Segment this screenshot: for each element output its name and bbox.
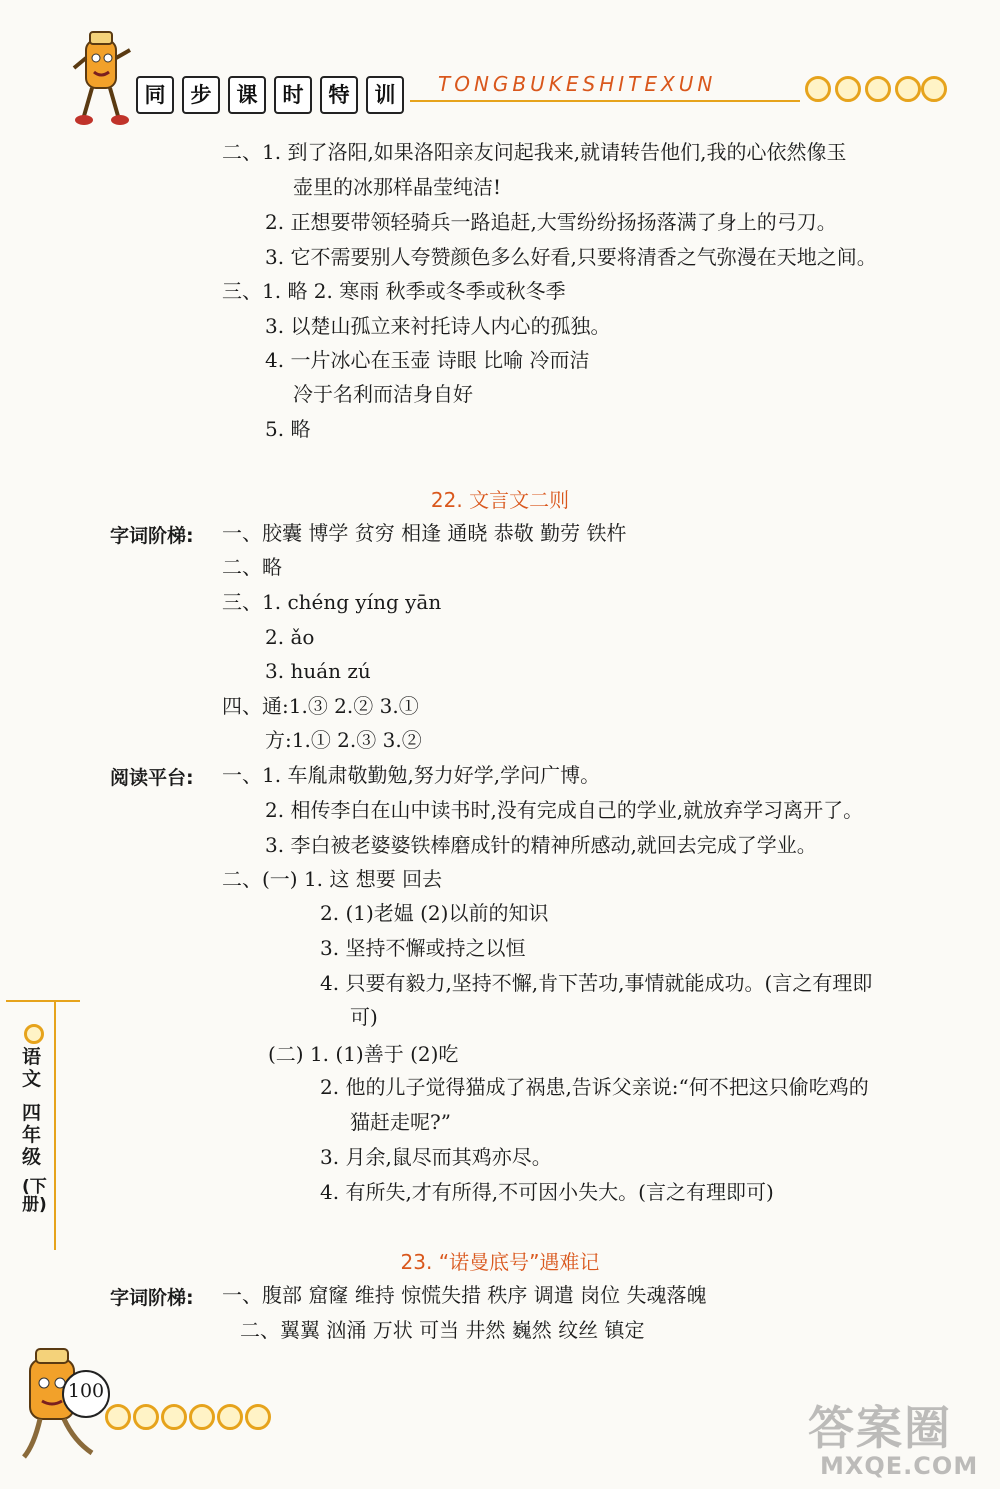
page-number: 100: [67, 1380, 105, 1402]
side-volume: (下册): [22, 1177, 47, 1215]
answer-line: 3. 坚持不懈或持之以恒: [320, 936, 526, 960]
label-zici: 字词阶梯:: [110, 525, 194, 547]
mascot-icon: [72, 28, 132, 128]
header-char: 时: [274, 76, 312, 114]
answer-line: 3. huán zú: [265, 659, 371, 683]
answer-line: 二、翼翼 汹涌 万状 可当 井然 巍然 纹丝 镇定: [240, 1318, 645, 1342]
answer-line: 3. 月余,鼠尽而其鸡亦尽。: [320, 1145, 552, 1169]
header-char: 训: [366, 76, 404, 114]
header-char: 课: [228, 76, 266, 114]
side-rule-top: [6, 1000, 80, 1002]
header-rule: [410, 100, 800, 102]
answer-line: 2. 相传李白在山中读书时,没有完成自己的学业,就放弃学习离开了。: [265, 798, 864, 822]
header-char: 同: [136, 76, 174, 114]
answer-line: 4. 有所失,才有所得,不可因小失大。(言之有理即可): [320, 1180, 774, 1204]
side-rule-vertical: [54, 1000, 56, 1250]
answer-line: 二、略: [222, 555, 282, 579]
answer-line: 2. 他的儿子觉得猫成了祸患,告诉父亲说:“何不把这只偷吃鸡的: [320, 1075, 869, 1099]
answer-line: 三、1. 略 2. 寒雨 秋季或冬季或秋冬季: [222, 279, 566, 303]
label-yuedu: 阅读平台:: [110, 767, 194, 789]
answer-line: 壶里的冰那样晶莹纯洁!: [293, 175, 502, 199]
answer-line: 4. 只要有毅力,坚持不懈,肯下苦功,事情就能成功。(言之有理即: [320, 971, 873, 995]
answer-line: 可): [350, 1005, 378, 1029]
answer-line: 5. 略: [265, 417, 311, 441]
answer-line: 3. 李白被老婆婆铁棒磨成针的精神所感动,就回去完成了学业。: [265, 833, 817, 857]
section-title: 23. “诺曼底号”遇难记: [400, 1250, 600, 1274]
watermark-logo: 答案圈: [808, 1401, 952, 1455]
answer-line: 四、通:1.③ 2.② 3.①: [222, 694, 419, 718]
header-char: 步: [182, 76, 220, 114]
side-subject: 语文: [22, 1046, 42, 1090]
answer-line: 4. 一片冰心在玉壶 诗眼 比喻 冷而洁: [265, 348, 590, 372]
answer-line: 方:1.① 2.③ 3.②: [265, 728, 422, 752]
header-pinyin: TONGBUKESHITEXUN: [438, 72, 717, 96]
answer-line: 三、1. chéng yíng yān: [222, 590, 442, 614]
answer-line: 3. 它不需要别人夸赞颜色多么好看,只要将清香之气弥漫在天地之间。: [265, 245, 877, 269]
side-grade: 四年级: [22, 1102, 42, 1168]
answer-line: 3. 以楚山孤立来衬托诗人内心的孤独。: [265, 314, 611, 338]
answer-line: 一、1. 车胤肃敬勤勉,努力好学,学问广博。: [222, 763, 601, 787]
watermark-url: MXQE.COM: [820, 1452, 979, 1480]
section-title: 22. 文言文二则: [430, 488, 570, 512]
label-zici: 字词阶梯:: [110, 1287, 194, 1309]
answer-line: 二、(一) 1. 这 想要 回去: [222, 867, 443, 891]
answer-line: 一、胶囊 博学 贫穷 相逢 通晓 恭敬 勤劳 铁杵: [222, 521, 627, 545]
answer-line: 2. (1)老媪 (2)以前的知识: [320, 901, 549, 925]
answer-line: 2. ǎo: [265, 625, 315, 649]
answer-line: 2. 正想要带领轻骑兵一路追赶,大雪纷纷扬扬落满了身上的弓刀。: [265, 210, 837, 234]
answer-line: 猫赶走呢?”: [350, 1110, 451, 1134]
answer-line: 二、1. 到了洛阳,如果洛阳亲友问起我来,就请转告他们,我的心依然像玉: [222, 140, 847, 164]
header-char: 特: [320, 76, 358, 114]
side-circle-icon: [24, 1024, 44, 1044]
answer-line: (二) 1. (1)善于 (2)吃: [268, 1042, 459, 1066]
answer-line: 一、腹部 窟窿 维持 惊慌失措 秩序 调遣 岗位 失魂落魄: [222, 1283, 707, 1307]
answer-line: 冷于名利而洁身自好: [293, 382, 473, 406]
